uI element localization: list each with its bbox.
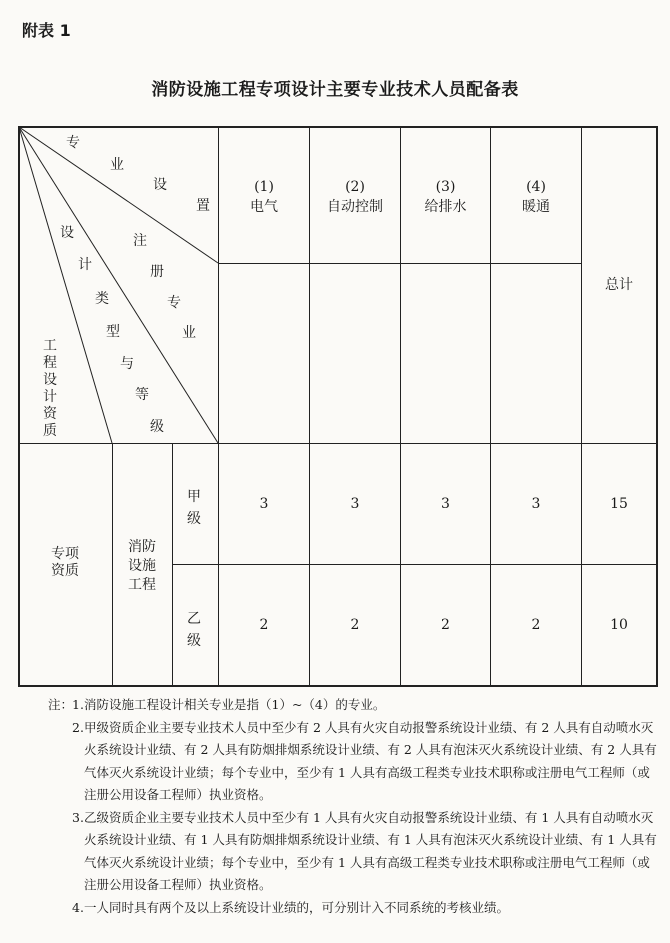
col-2-name: 自动控制 <box>327 199 383 215</box>
grade-b-electrical: 2 <box>259 617 269 633</box>
diag-label-ye: 业 <box>110 157 124 173</box>
note-number: 1. <box>72 697 84 712</box>
diag-label-ji2: 级 <box>150 419 164 435</box>
diag-label-deng: 等 <box>135 387 149 403</box>
total-header: 总计 <box>605 277 633 293</box>
note-number: 2. <box>72 719 84 735</box>
grade-b-automation: 2 <box>350 617 360 633</box>
note-number: 4. <box>72 899 84 915</box>
note-text: 消防设施工程设计相关专业是指（1）~（4）的专业。 <box>84 697 386 712</box>
grade-b-total: 10 <box>610 617 628 633</box>
col-4-name: 暖通 <box>522 199 550 215</box>
note-text: 甲级资质企业主要专业技术人员中至少有 2 人具有火灾自动报警系统设计业绩、有 2 人具有自动喷水灭火系统设计业绩、有 2 人具有防烟排烟系统设计业绩、有 2 人具有泡沫灭火系统设计业绩、有 2 人具有气体灭火系统设计业绩；每个专业中，至少有 1 人具有高级工程类专业技术职称或注册电气工程师（或注册公用设备工程师）执业资格。 <box>84 719 657 802</box>
diag-label-she2: 设 <box>60 225 74 241</box>
grade-a-hvac: 3 <box>531 496 541 512</box>
note-item <box>50 717 660 807</box>
note-text: 一人同时具有两个及以上系统设计业绩的，可分别计入不同系统的考核业绩。 <box>84 899 510 915</box>
notes-prefix: 注： <box>48 697 74 712</box>
grade-b-hvac: 2 <box>531 617 541 633</box>
grade-a-electrical: 3 <box>259 496 269 512</box>
grade-a-automation: 3 <box>350 496 360 512</box>
col-2-number: (2) <box>345 179 365 195</box>
grade-a-water: 3 <box>441 496 450 512</box>
notes-section <box>50 694 660 919</box>
diag-label-yu: 与 <box>120 356 134 372</box>
grade-b-water: 2 <box>441 617 450 633</box>
note-text: 乙级资质企业主要专业技术人员中至少有 1 人具有火灾自动报警系统设计业绩、有 1 人具有自动喷水灭火系统设计业绩、有 1 人具有防烟排烟系统设计业绩、有 1 人具有泡沫灭火系统设计业绩、有 1 人具有气体灭火系统设计业绩；每个专业中，至少有 1 人具有高级工程类专业技术职称或注册电气工程师（或注册公用设备工程师）执业资格。 <box>84 809 657 892</box>
table-title: 消防设施工程专项设计主要专业技术人员配备表 <box>151 80 519 100</box>
grade-a-total: 15 <box>610 496 628 512</box>
col-4-number: (4) <box>526 179 546 195</box>
appendix-label: 附表 1 <box>22 21 71 40</box>
col-1-name: 电气 <box>250 199 278 215</box>
grade-b-label: 乙级 <box>187 611 201 649</box>
note-item <box>50 807 660 897</box>
col-1-number: (1) <box>254 179 274 195</box>
diag-label-she: 设 <box>153 177 167 193</box>
note-number: 3. <box>72 809 84 825</box>
grade-a-label: 甲级 <box>187 489 201 527</box>
diag-label-zhu: 注 <box>133 233 147 249</box>
diag-label-ye2: 业 <box>182 325 196 341</box>
diag-label-zhuan2: 专 <box>167 295 181 311</box>
qualification-type-label: 专项资质 <box>51 546 79 579</box>
fire-facility-project-label: 消防设施工程 <box>128 539 156 593</box>
col-3-name: 给排水 <box>424 199 467 215</box>
diag-label-lei: 类 <box>95 291 109 307</box>
diag-label-ce: 册 <box>150 264 164 280</box>
diag-label-ji: 计 <box>78 257 92 273</box>
diag-label-zhi: 置 <box>196 198 210 214</box>
col-3-number: (3) <box>435 179 456 195</box>
engineering-design-qualification-label: 工程设计资质 <box>43 338 57 439</box>
diag-label-xing: 型 <box>106 324 120 340</box>
note-item <box>50 897 660 920</box>
note-item <box>50 694 660 717</box>
diag-label-zhuan: 专 <box>66 135 80 151</box>
